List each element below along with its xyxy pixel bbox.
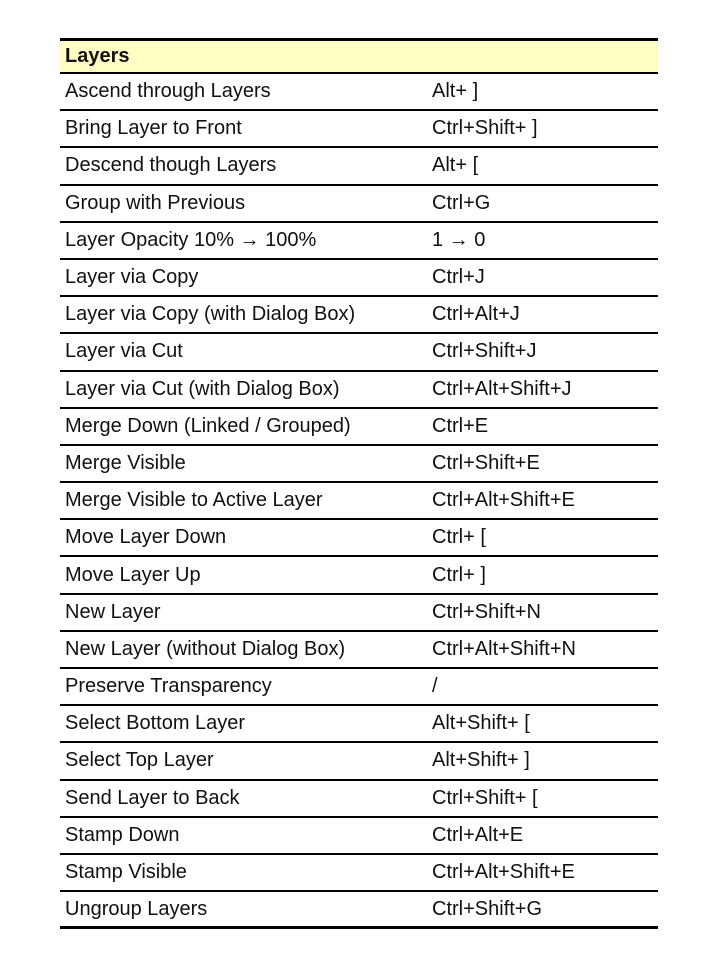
shortcut-keys: Ctrl+E (432, 414, 489, 437)
shortcut-keys: Ctrl+Alt+J (432, 303, 520, 326)
table-row (60, 855, 658, 892)
command-label: Stamp Visible (65, 861, 187, 884)
shortcut-keys: Ctrl+Shift+ ] (432, 117, 538, 140)
command-label: Layer via Cut (with Dialog Box) (65, 377, 340, 400)
table-row (60, 111, 658, 148)
shortcut-keys: Alt+ ] (432, 80, 479, 103)
table-row (60, 557, 658, 594)
command-label: Layer via Copy (65, 266, 199, 289)
shortcut-keys: 1 → 0 (432, 228, 486, 251)
shortcut-keys: Ctrl+Alt+E (432, 823, 524, 846)
table-row (60, 372, 658, 409)
command-label: Preserve Transparency (65, 675, 272, 698)
table-row (60, 148, 658, 185)
shortcut-keys: Ctrl+G (432, 191, 491, 214)
shortcut-keys: Ctrl+Alt+Shift+N (432, 637, 576, 660)
command-label: Stamp Down (65, 823, 180, 846)
command-label: Merge Visible to Active Layer (65, 489, 323, 512)
shortcut-keys: Ctrl+J (432, 266, 485, 289)
command-label: Move Layer Up (65, 563, 201, 586)
table-row (60, 892, 658, 929)
command-label: Bring Layer to Front (65, 117, 242, 140)
shortcut-keys: Alt+Shift+ ] (432, 749, 530, 772)
table-row (60, 186, 658, 223)
shortcut-keys: Ctrl+Alt+Shift+E (432, 489, 575, 512)
command-label: Move Layer Down (65, 526, 227, 549)
table-row (60, 669, 658, 706)
command-label: Select Top Layer (65, 749, 214, 772)
table-row (60, 632, 658, 669)
shortcut-keys: Ctrl+Alt+Shift+E (432, 861, 575, 884)
shortcut-keys: Ctrl+Shift+ [ (432, 786, 538, 809)
table-row (60, 781, 658, 818)
table-row (60, 260, 658, 297)
shortcut-keys: / (432, 675, 438, 698)
command-label: Merge Visible (65, 451, 186, 474)
shortcut-keys: Ctrl+ ] (432, 563, 486, 586)
command-label: Descend though Layers (65, 154, 277, 177)
table-row (60, 223, 658, 260)
table-row (60, 743, 658, 780)
shortcut-keys: Ctrl+Alt+Shift+J (432, 377, 572, 400)
table-row (60, 409, 658, 446)
table-row (60, 297, 658, 334)
command-label: Send Layer to Back (65, 786, 240, 809)
command-label: Select Bottom Layer (65, 712, 246, 735)
shortcut-keys: Ctrl+Shift+J (432, 340, 537, 363)
shortcut-keys: Ctrl+ [ (432, 526, 486, 549)
command-label: Group with Previous (65, 191, 246, 214)
command-label: New Layer (65, 600, 161, 623)
section-title: Layers (65, 45, 130, 67)
command-label: Layer via Cut (65, 340, 183, 363)
command-label: Ascend through Layers (65, 80, 271, 103)
table-row (60, 74, 658, 111)
shortcut-rows (60, 74, 658, 929)
table-row (60, 520, 658, 557)
table-row (60, 334, 658, 371)
shortcut-keys: Ctrl+Shift+E (432, 451, 540, 474)
shortcut-keys: Alt+Shift+ [ (432, 712, 530, 735)
table-row (60, 595, 658, 632)
command-label: Merge Down (Linked / Grouped) (65, 414, 351, 437)
command-label: Layer via Copy (with Dialog Box) (65, 303, 356, 326)
command-label: New Layer (without Dialog Box) (65, 637, 346, 660)
shortcut-keys: Ctrl+Shift+G (432, 897, 543, 920)
command-label: Ungroup Layers (65, 897, 208, 920)
shortcut-keys: Alt+ [ (432, 154, 479, 177)
shortcut-table (60, 38, 658, 929)
table-row (60, 706, 658, 743)
table-row (60, 818, 658, 855)
command-label: Layer Opacity 10% → 100% (65, 228, 317, 251)
table-row (60, 483, 658, 520)
section-header (60, 38, 658, 74)
shortcut-keys: Ctrl+Shift+N (432, 600, 541, 623)
table-row (60, 446, 658, 483)
